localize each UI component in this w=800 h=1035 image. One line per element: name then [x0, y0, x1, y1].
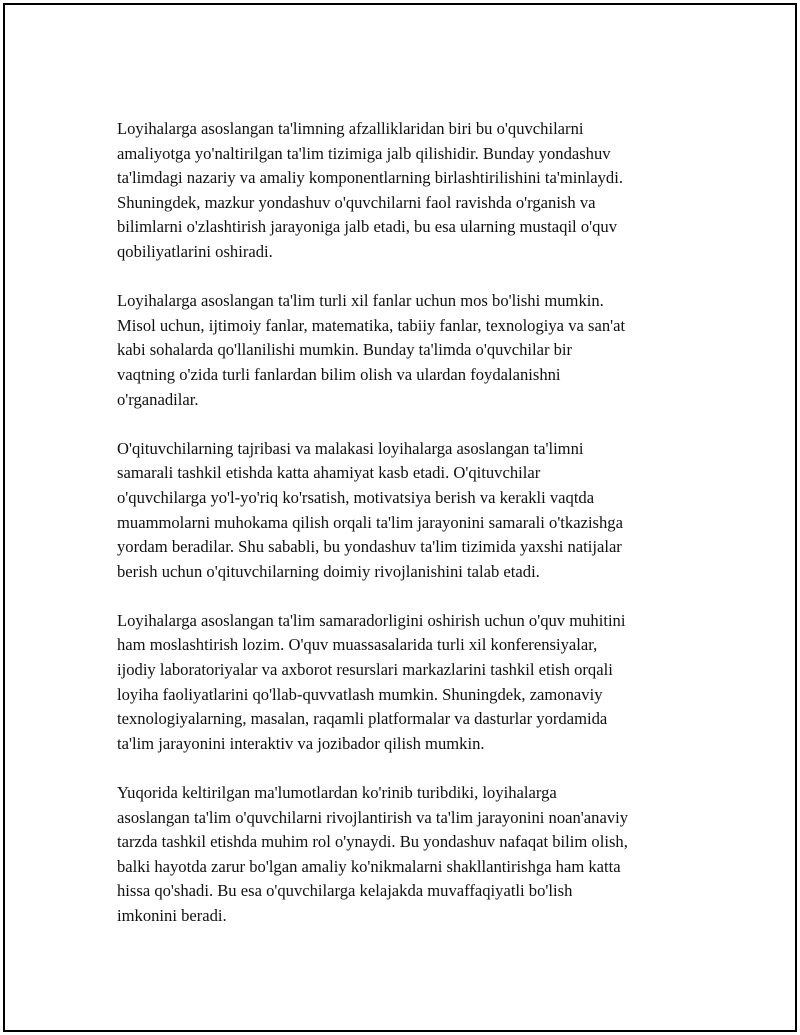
paragraph-line: Misol uchun, ijtimoiy fanlar, matematika, tabiiy fanlar, texnologiya va san'at: [117, 315, 626, 335]
paragraph-line: yordam beradilar. Shu sababli, bu yondashuv ta'lim tizimida yaxshi natijalar: [117, 537, 622, 557]
paragraph-line: Shuningdek, mazkur yondashuv o'quvchilarni faol ravishda o'rganish va: [117, 192, 596, 212]
document-body: [117, 117, 697, 929]
paragraph-line: Loyihalarga asoslangan ta'lim turli xil fanlar uchun mos bo'lishi mumkin.: [117, 291, 604, 311]
paragraph-line: berish uchun o'qituvchilarning doimiy rivojlanishini talab etadi.: [117, 561, 540, 581]
paragraph-line: muammolarni muhokama qilish orqali ta'lim jarayonini samarali o'tkazishga: [117, 512, 623, 532]
paragraph-line: tarzda tashkil etishda muhim rol o'ynaydi. Bu yondashuv nafaqat bilim olish,: [117, 832, 628, 852]
paragraph-line: Loyihalarga asoslangan ta'limning afzalliklaridan biri bu o'quvchilarni: [117, 119, 584, 138]
paragraph-line: samarali tashkil etishda katta ahamiyat kasb etadi. O'qituvchilar: [117, 463, 541, 483]
paragraph-line: o'rganadilar.: [117, 389, 199, 409]
paragraph-2: [117, 289, 697, 412]
paragraph-line: imkonini beradi.: [117, 906, 227, 925]
paragraph-line: amaliyotga yo'naltirilgan ta'lim tizimiga jalb qilishidir. Bunday yondashuv: [117, 143, 611, 163]
paragraph-line: kabi sohalarda qo'llanilishi mumkin. Bunday ta'limda o'quvchilar bir: [117, 340, 573, 360]
paragraph-5: [117, 781, 697, 929]
paragraph-1: [117, 117, 697, 265]
paragraph-4: [117, 609, 697, 757]
paragraph-line: balki hayotda zarur bo'lgan amaliy ko'nikmalarni shakllantirishga ham katta: [117, 856, 621, 876]
paragraph-line: hissa qo'shadi. Bu esa o'quvchilarga kelajakda muvaffaqiyatli bo'lish: [117, 881, 573, 901]
paragraph-line: texnologiyalarning, masalan, raqamli platformalar va dasturlar yordamida: [117, 709, 608, 729]
paragraph-line: ijodiy laboratoriyalar va axborot resurslari markazlarini tashkil etish orqali: [117, 660, 613, 680]
paragraph-line: asoslangan ta'lim o'quvchilarni rivojlantirish va ta'lim jarayonini noan'anaviy: [117, 807, 629, 827]
paragraph-line: loyiha faoliyatlarini qo'llab-quvvatlash mumkin. Shuningdek, zamonaviy: [117, 684, 603, 704]
paragraph-line: ta'limdagi nazariy va amaliy komponentlarning birlashtirilishini ta'minlaydi.: [117, 168, 623, 188]
paragraph-3: [117, 437, 697, 585]
paragraph-line: O'qituvchilarning tajribasi va malakasi loyihalarga asoslangan ta'limni: [117, 438, 584, 458]
paragraph-line: Yuqorida keltirilgan ma'lumotlardan ko'rinib turibdiki, loyihalarga: [117, 783, 557, 803]
paragraph-line: vaqtning o'zida turli fanlardan bilim olish va ulardan foydalanishni: [117, 364, 561, 384]
paragraph-line: Loyihalarga asoslangan ta'lim samaradorligini oshirish uchun o'quv muhitini: [117, 610, 626, 630]
paragraph-line: qobiliyatlarini oshiradi.: [117, 241, 273, 261]
paragraph-line: ham moslashtirish lozim. O'quv muassasalarida turli xil konferensiyalar,: [117, 635, 598, 655]
paragraph-line: bilimlarni o'zlashtirish jarayoniga jalb etadi, bu esa ularning mustaqil o'quv: [117, 217, 617, 237]
paragraph-line: o'quvchilarga yo'l-yo'riq ko'rsatish, motivatsiya berish va kerakli vaqtda: [117, 487, 595, 507]
paragraph-line: ta'lim jarayonini interaktiv va jozibador qilish mumkin.: [117, 733, 485, 753]
